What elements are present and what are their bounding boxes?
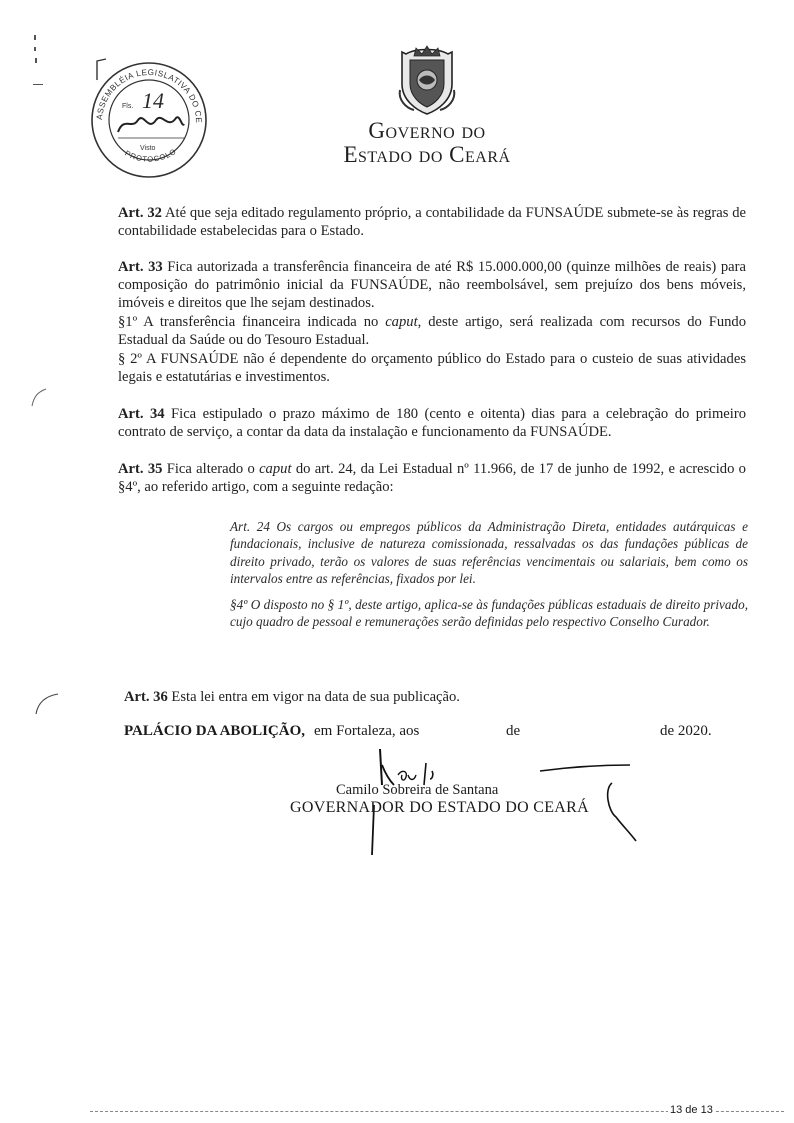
- article-text: Fica alterado o: [162, 461, 260, 477]
- article-36: [124, 688, 724, 706]
- quoted-paragraph-4: §4º O disposto no § 1º, deste artigo, aplica-se às fundações públicas estaduais de direito privado, cujo quadro de pessoal e remunerações serão definidas pelo respectivo Conselho Curador.: [230, 597, 748, 630]
- scan-mark: [34, 35, 36, 40]
- article-35: [118, 460, 746, 496]
- scan-mark: [33, 84, 43, 85]
- palace-name: PALÁCIO DA ABOLIÇÃO,: [124, 723, 305, 739]
- closing-year: de 2020.: [660, 723, 712, 739]
- signatory-title: GOVERNADOR DO ESTADO DO CEARÁ: [290, 799, 589, 816]
- stamp-ring-text: ASSEMBLÉIA LEGISLATIVA DO CE: [94, 67, 204, 124]
- paragraph-1: [118, 313, 746, 349]
- stamp-number: 14: [142, 88, 164, 113]
- quoted-article-24: Art. 24 Os cargos ou empregos públicos da Administração Direta, entidades autárquicas e fundacionais, inclusive de natureza comissionada, ressalvadas os das fundações públicas de direito privado, terão os valores de suas referências vencimentais ou salariais, bem como os intervalos entre as referências, fixados por lei.: [230, 519, 748, 587]
- paragraph-label: § 2º: [118, 351, 142, 367]
- closing-line: [124, 723, 724, 745]
- paragraph-text: A FUNSAÚDE não é dependente do orçamento público do Estado para o custeio de suas atividades legais e estatutárias e investimentos.: [118, 351, 746, 386]
- article-label: Art. 36: [124, 689, 168, 705]
- signatory-name: Camilo Sobreira de Santana: [336, 782, 499, 798]
- state-coat-of-arms-icon: [396, 44, 458, 116]
- article-text: do art. 24, da Lei Estadual nº 11.966, de 17 de junho de 1992, e acrescido o §4º, ao referido artigo, com a seguinte redação:: [118, 461, 746, 496]
- article-label: Art. 33: [118, 259, 163, 275]
- stamp-visto-label: Visto: [140, 145, 156, 152]
- article-34: [118, 405, 746, 441]
- article-italic: caput: [259, 461, 292, 477]
- article-33: [118, 258, 746, 313]
- page-number: 13 de 13: [670, 1104, 713, 1116]
- stamp-fls-label: Fls.: [122, 103, 134, 110]
- closing-de: de: [506, 723, 521, 739]
- header-state: Estado do Ceará: [343, 142, 511, 167]
- article-label: Art. 34: [118, 406, 165, 422]
- article-text: Até que seja editado regulamento próprio, a contabilidade da FUNSAÚDE submete-se às regras de contabilidade estabelecidas para o Estado.: [118, 205, 746, 240]
- header-government: Governo do: [368, 118, 486, 143]
- protocol-stamp: [88, 58, 210, 180]
- pen-mark: [28, 386, 50, 408]
- pen-mark: [32, 690, 62, 716]
- paragraph-text: A transferência financeira indicada no: [137, 314, 386, 330]
- paragraph-label: §1º: [118, 314, 138, 330]
- article-text: Fica estipulado o prazo máximo de 180 (cento e oitenta) dias para a celebração do primeiro contrato de serviço, a contar da data da instalação e funcionamento da FUNSAÚDE.: [118, 406, 746, 441]
- scan-mark: [35, 58, 37, 63]
- article-label: Art. 35: [118, 461, 163, 477]
- paragraph-text: , deste artigo, será realizada com recursos do Fundo Estadual da Saúde ou do Tesouro Estadual.: [118, 314, 747, 349]
- scan-mark: [34, 47, 36, 51]
- closing-place: em Fortaleza, aos: [314, 723, 420, 739]
- paragraph-italic: caput: [385, 314, 418, 330]
- article-text: Esta lei entra em vigor na data de sua publicação.: [167, 689, 460, 705]
- paragraph-2: [118, 350, 746, 386]
- article-32: [118, 204, 746, 240]
- article-label: Art. 32: [118, 205, 162, 221]
- stamp-ring-bottom-text: PROTOCOLO: [123, 146, 179, 164]
- article-text: Fica autorizada a transferência financeira de até R$ 15.000.000,00 (quinze milhões de reais) para composição do patrimônio inicial da FUNSAÚDE, não reembolsável, sem prejuízo dos bens móveis, imóveis e direitos que lhe sejam destinados.: [118, 259, 746, 312]
